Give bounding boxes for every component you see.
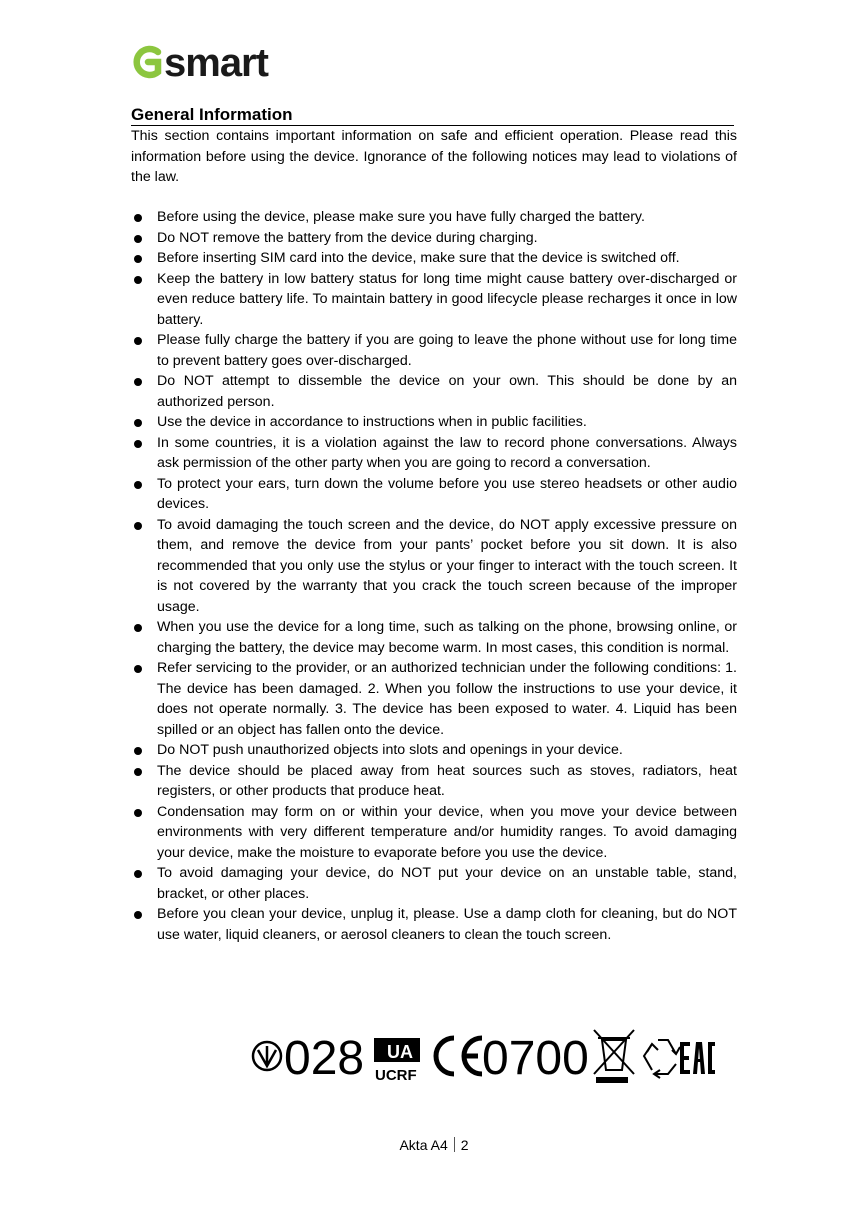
- bullet-icon: [134, 235, 142, 243]
- notice-item: [131, 863, 737, 904]
- notice-text: To protect your ears, turn down the volume before you use stereo headsets or other audio devices.: [157, 475, 737, 512]
- notice-text: Do NOT attempt to dissemble the device on your own. This should be done by an authorized person.: [157, 373, 737, 410]
- bullet-icon: [134, 481, 142, 489]
- notice-item: [131, 330, 737, 371]
- recycle-icon: [644, 1040, 680, 1078]
- footer-model: Akta A4: [399, 1137, 448, 1153]
- bullet-icon: [134, 870, 142, 878]
- notice-text: Use the device in accordance to instructions when in public facilities.: [157, 414, 587, 430]
- bullet-icon: [134, 522, 142, 530]
- notice-item: [131, 371, 737, 412]
- notice-item: [131, 248, 737, 269]
- svg-text:UCRF: UCRF: [375, 1067, 417, 1084]
- footer-separator: [454, 1137, 455, 1152]
- notice-text: Keep the battery in low battery status for long time might cause battery over-discharged or even reduce battery life. To maintain battery in good lifecycle please recharges it once in low battery.: [157, 270, 737, 328]
- bullet-icon: [134, 747, 142, 755]
- ce-mark-icon: [436, 1038, 482, 1074]
- notice-item: [131, 228, 737, 249]
- footer-page-number: 2: [460, 1137, 469, 1153]
- notice-item: [131, 269, 737, 331]
- bullet-icon: [134, 624, 142, 632]
- notice-text: The device should be placed away from heat sources such as stoves, radiators, heat registers, or other products that produce heat.: [157, 762, 737, 799]
- ucrf-icon: [374, 1038, 420, 1084]
- eac-icon: [680, 1042, 715, 1074]
- notice-item: [131, 412, 737, 433]
- bullet-icon: [134, 911, 142, 919]
- svg-text:UA: UA: [387, 1042, 413, 1062]
- notice-text: Before you clean your device, unplug it, please. Use a damp cloth for cleaning, but do NOT use water, liquid cleaners, or aerosol cleaners to clean the touch screen.: [157, 906, 737, 943]
- intro-paragraph: This section contains important information on safe and efficient operation. Please read this information before using the device. Ignorance of the following notices may lead to violations of the law.: [131, 128, 737, 185]
- notice-text: Please fully charge the battery if you are going to leave the phone without use for long time to prevent battery goes over-discharged.: [157, 332, 737, 369]
- bullet-icon: [134, 809, 142, 817]
- notice-item: [131, 515, 737, 618]
- notice-text: To avoid damaging the touch screen and the device, do NOT apply excessive pressure on them, and remove the device from your pants’ pocket before you sit down. It is also recommended that you only use the stylus or your finger to interact with the touch screen. It is not covered by the warranty that you crack the touch screen because of the improper usage.: [157, 516, 737, 615]
- notice-text: When you use the device for a long time, such as talking on the phone, browsing online, or charging the battery, the device may become warm. In most cases, this condition is normal.: [157, 619, 737, 656]
- bullet-icon: [134, 214, 142, 222]
- bullet-icon: [134, 419, 142, 427]
- notice-text: Before inserting SIM card into the device, make sure that the device is switched off.: [157, 250, 680, 266]
- bullet-icon: [134, 255, 142, 263]
- page-footer: [0, 1135, 868, 1155]
- weee-bin-icon: [594, 1030, 634, 1083]
- notice-item: [131, 433, 737, 474]
- section-title: General Information: [131, 105, 734, 126]
- notice-text: Do NOT push unauthorized objects into slots and openings in your device.: [157, 742, 623, 758]
- notice-text: Refer servicing to the provider, or an authorized technician under the following conditions: 1. The device has been damaged. 2. When you follow the instructions to use your device, it does not operate normally. 3. The device has been exposed to water. 4. Liquid has been spilled or an object has fallen onto the device.: [157, 660, 737, 738]
- notice-item: [131, 617, 737, 658]
- notice-text: To avoid damaging your device, do NOT put your device on an unstable table, stand, bracket, or other places.: [157, 865, 737, 902]
- gsmart-logo: [128, 40, 298, 82]
- ce-number: 0700: [482, 1032, 589, 1085]
- bullet-icon: [134, 337, 142, 345]
- notice-item: [131, 474, 737, 515]
- notice-item: [131, 740, 737, 761]
- ukraine-code: 028: [284, 1032, 365, 1085]
- notice-item: [131, 761, 737, 802]
- certification-marks: [250, 1026, 715, 1086]
- safety-notice-list: [131, 207, 737, 945]
- notice-item: [131, 658, 737, 740]
- bullet-icon: [134, 276, 142, 284]
- notice-text: Condensation may form on or within your device, when you move your device between environments with very different temperature and/or humidity ranges. To avoid damaging your device, make the moisture to evaporate before you use the device.: [157, 803, 737, 861]
- notice-item: [131, 904, 737, 945]
- notice-text: Before using the device, please make sure you have fully charged the battery.: [157, 209, 645, 225]
- bullet-icon: [134, 440, 142, 448]
- notice-text: In some countries, it is a violation against the law to record phone conversations. Always ask permission of the other party when you are going to record a conversation.: [157, 434, 737, 471]
- notice-item: [131, 207, 737, 228]
- notice-item: [131, 802, 737, 864]
- ukraine-conformity-icon: [253, 1042, 281, 1070]
- svg-text:smart: smart: [164, 41, 268, 82]
- bullet-icon: [134, 768, 142, 776]
- bullet-icon: [134, 665, 142, 673]
- notice-text: Do NOT remove the battery from the device during charging.: [157, 229, 538, 246]
- bullet-icon: [134, 378, 142, 386]
